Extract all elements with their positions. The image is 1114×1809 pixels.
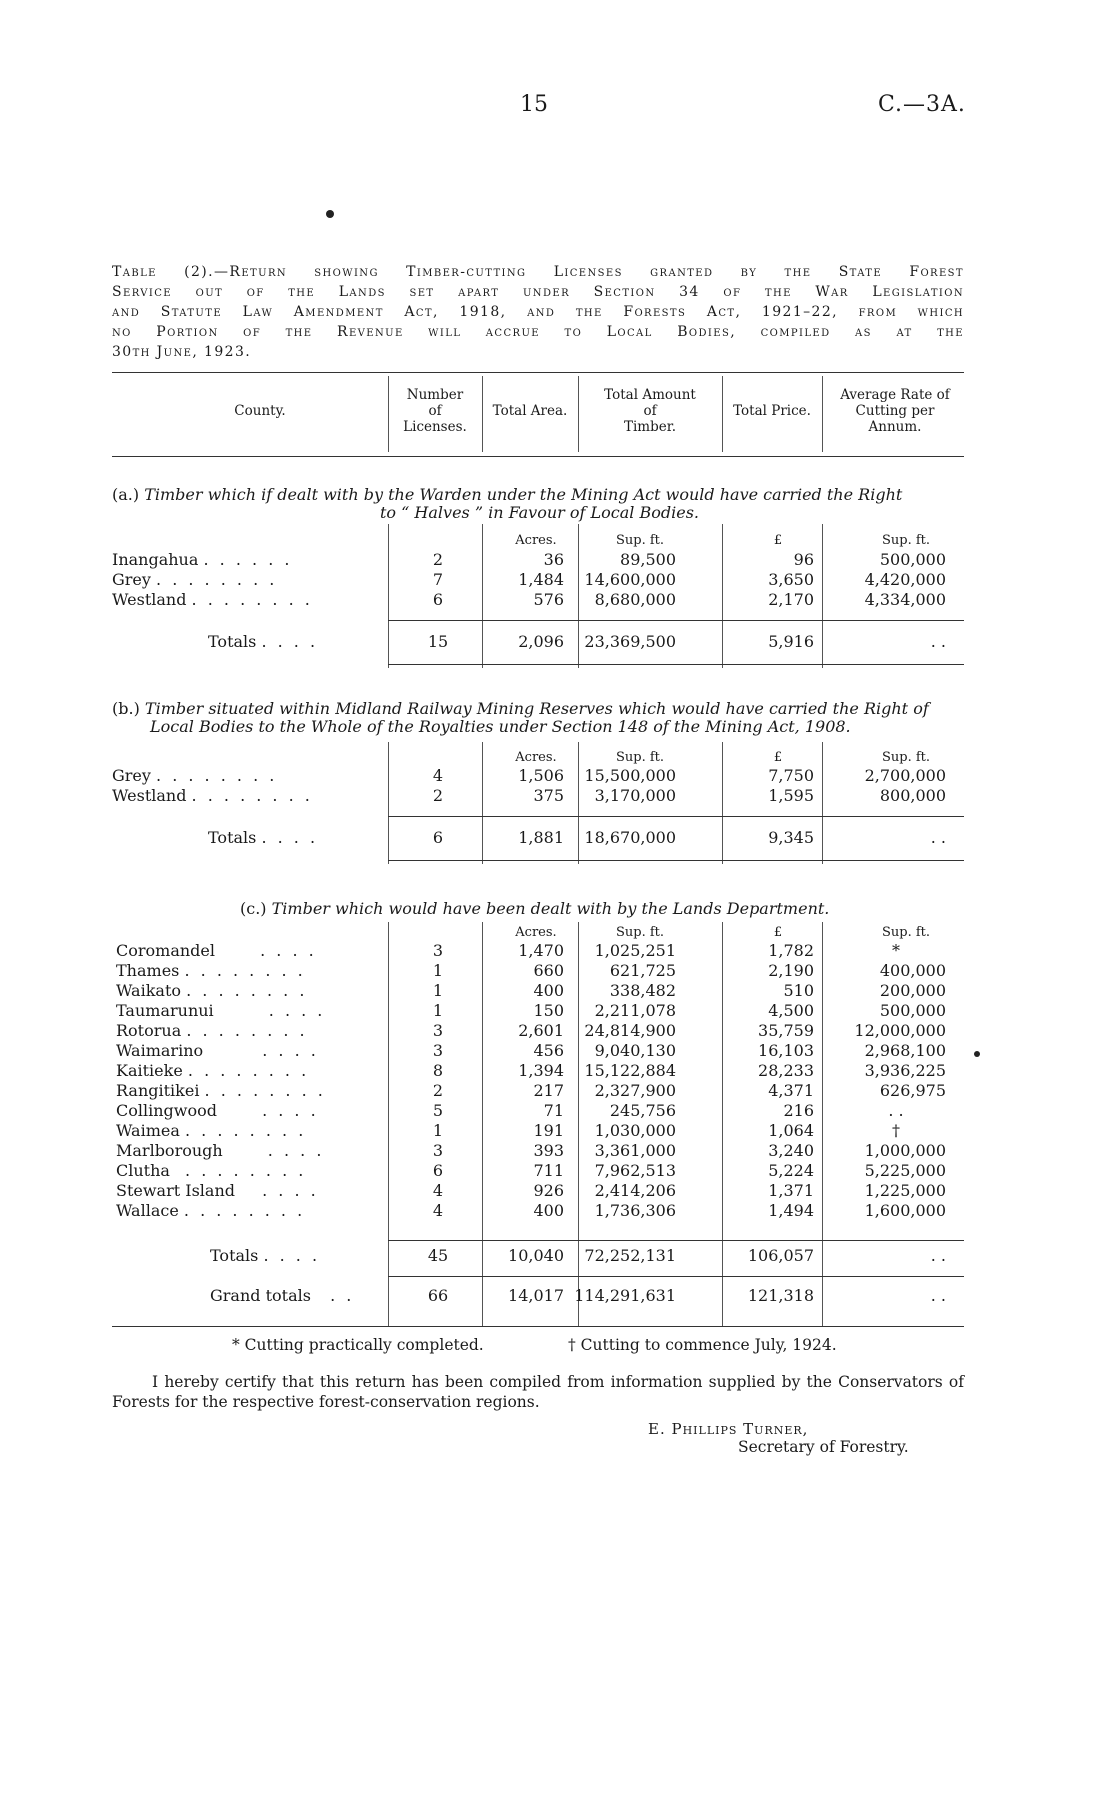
footnote-dagger: † Cutting to commence July, 1924. [568,1336,837,1354]
county-name: Grey . . . . . . . . [112,570,278,589]
price-value: 216 [783,1101,814,1120]
county-name: Rangitikei . . . . . . . . [116,1081,326,1100]
table-row [116,1061,964,1081]
timber-value: 14,600,000 [584,570,676,589]
table-row [116,1001,964,1021]
printing-mark [326,210,334,218]
unit-supft: Sup. ft. [615,533,665,548]
county-name: Coromandel . . . . [116,941,317,960]
timber-value: 338,482 [609,981,676,1000]
header-timber-line: Total Amount [604,387,696,403]
table-row [116,941,964,961]
price-value: 1,064 [768,1121,814,1140]
licenses-value: 8 [432,1061,444,1080]
price-grand-total: 121,318 [747,1286,814,1305]
price-value: 1,371 [768,1181,814,1200]
rate-total: . . [930,1246,946,1265]
timber-value: 24,814,900 [584,1021,676,1040]
timber-grand-total: 114,291,631 [574,1286,676,1305]
timber-value: 9,040,130 [594,1041,676,1060]
licenses-total: 45 [427,1246,449,1265]
table-title [112,262,964,362]
county-name: Wallace . . . . . . . . [116,1201,306,1220]
section-b-line1: Timber situated within Midland Railway Mining Reserves which would have carried the Right of [144,699,929,718]
licenses-value: 3 [432,1041,444,1060]
price-value: 28,233 [758,1061,814,1080]
header-divider [722,376,723,452]
table-row [116,981,964,1001]
table-row [116,1201,964,1221]
header-county: County. [234,403,286,419]
totals-rule [388,620,964,621]
rate-value: 4,334,000 [864,590,946,609]
header-rate-line: Annum. [868,419,922,435]
section-c-label: (c.) [240,899,267,918]
timber-value: 8,680,000 [594,590,676,609]
price-value: 2,190 [768,961,814,980]
rate-value: 5,225,000 [864,1161,946,1180]
price-value: 2,170 [768,590,814,609]
header-divider [482,376,483,452]
licenses-total: 15 [427,632,449,651]
area-value: 1,506 [518,766,564,785]
header-average-rate [826,387,964,435]
header-licenses [392,387,478,435]
licenses-value: 1 [432,1121,444,1140]
table-row [116,1181,964,1201]
totals-row [116,1246,964,1266]
signatory-title: Secretary of Forestry. [738,1438,909,1456]
county-name: Marlborough . . . . [116,1141,325,1160]
county-name: Westland . . . . . . . . [112,590,313,609]
timber-value: 15,122,884 [584,1061,676,1080]
licenses-value: 5 [432,1101,444,1120]
table-row [116,1021,964,1041]
licenses-value: 3 [432,941,444,960]
rate-grand-total: . . [930,1286,946,1305]
county-name: Clutha . . . . . . . . [116,1161,307,1180]
printing-mark-margin [974,1051,980,1057]
area-value: 456 [533,1041,564,1060]
timber-value: 1,030,000 [594,1121,676,1140]
table-row [116,1121,964,1141]
section-c-heading [240,900,964,918]
timber-value: 1,736,306 [594,1201,676,1220]
area-value: 71 [543,1101,564,1120]
table-row [116,1141,964,1161]
rate-value: 800,000 [879,786,946,805]
area-total: 2,096 [518,632,564,651]
document-reference: C.—3A. [878,92,966,117]
timber-value: 3,361,000 [594,1141,676,1160]
table-row [112,590,964,610]
county-name: Thames . . . . . . . . [116,961,306,980]
licenses-grand-total: 66 [427,1286,449,1305]
title-line: no Portion of the Revenue will accrue to Local Bodies, compiled as at the [112,324,964,340]
header-licenses-line: Licenses. [403,419,467,435]
price-value: 35,759 [758,1021,814,1040]
licenses-total: 6 [432,828,444,847]
totals-label: Totals . . . . [210,1246,321,1265]
header-licenses-line: of [428,403,442,419]
county-name: Westland . . . . . . . . [112,786,313,805]
county-name: Collingwood . . . . [116,1101,319,1120]
price-value: 5,224 [768,1161,814,1180]
section-end-rule [388,664,964,665]
rate-value: 4,420,000 [864,570,946,589]
footnote-star: * Cutting practically completed. [232,1336,484,1354]
price-value: 1,782 [768,941,814,960]
area-value: 191 [533,1121,564,1140]
unit-supft: Sup. ft. [615,750,665,765]
table-row [112,786,964,806]
licenses-value: 1 [432,1001,444,1020]
timber-total: 72,252,131 [584,1246,676,1265]
licenses-value: 6 [432,590,444,609]
page-number: 15 [520,92,548,117]
section-c-line1: Timber which would have been dealt with by the Lands Department. [271,899,830,918]
price-value: 96 [793,550,814,569]
area-value: 36 [543,550,564,569]
unit-supft: Sup. ft. [881,533,931,548]
area-value: 393 [533,1141,564,1160]
rate-value: 500,000 [879,1001,946,1020]
timber-total: 18,670,000 [584,828,676,847]
county-name: Waimarino . . . . [116,1041,319,1060]
section-b-label: (b.) [112,699,140,718]
rate-value: 200,000 [879,981,946,1000]
area-value: 400 [533,1201,564,1220]
timber-value: 89,500 [620,550,676,569]
licenses-value: 6 [432,1161,444,1180]
county-name: Waimea . . . . . . . . [116,1121,307,1140]
totals-label: Totals . . . . [208,828,319,847]
section-a-label: (a.) [112,485,140,504]
rate-value: 2,968,100 [864,1041,946,1060]
price-total: 5,916 [768,632,814,651]
licenses-value: 3 [432,1021,444,1040]
timber-value: 2,327,900 [594,1081,676,1100]
grand-totals-label: Grand totals . . [210,1286,355,1305]
title-line: Service out of the Lands set apart under Section 34 of the War Legislation [112,284,964,300]
price-value: 3,650 [768,570,814,589]
header-total-price: Total Price. [733,403,811,419]
area-total: 10,040 [508,1246,564,1265]
price-value: 16,103 [758,1041,814,1060]
timber-value: 245,756 [609,1101,676,1120]
rate-value: . . [888,1101,904,1120]
area-total: 1,881 [518,828,564,847]
rate-value: 1,225,000 [864,1181,946,1200]
table-row [116,1101,964,1121]
section-b-heading [112,700,964,736]
county-name: Taumarunui . . . . [116,1001,326,1020]
header-licenses-line: Number [406,387,464,403]
header-bottom-rule [112,456,964,457]
county-name: Stewart Island . . . . [116,1181,319,1200]
timber-total: 23,369,500 [584,632,676,651]
area-value: 576 [533,590,564,609]
rate-value: 12,000,000 [854,1021,946,1040]
title-line: and Statute Law Amendment Act, 1918, and the Forests Act, 1921–22, from which [112,304,964,320]
rate-value: 400,000 [879,961,946,980]
area-value: 1,470 [518,941,564,960]
rate-value: 1,000,000 [864,1141,946,1160]
county-name: Grey . . . . . . . . [112,766,278,785]
licenses-value: 1 [432,961,444,980]
rate-value: 1,600,000 [864,1201,946,1220]
area-value: 217 [533,1081,564,1100]
price-total: 106,057 [747,1246,814,1265]
totals-row [112,632,964,652]
unit-acres: Acres. [515,925,557,940]
licenses-value: 3 [432,1141,444,1160]
title-line: Table (2).—Return showing Timber-cutting Licenses granted by the State Forest [112,264,964,280]
totals-rule [388,816,964,817]
rate-total: . . [930,632,946,651]
rate-value: 626,975 [879,1081,946,1100]
header-divider [578,376,579,452]
timber-value: 7,962,513 [594,1161,676,1180]
section-a-line2: to “ Halves ” in Favour of Local Bodies. [380,503,699,522]
area-value: 1,484 [518,570,564,589]
rate-value: 3,936,225 [864,1061,946,1080]
signatory-name: E. Phillips Turner, [648,1420,809,1438]
timber-value: 2,211,078 [594,1001,676,1020]
price-value: 4,500 [768,1001,814,1020]
timber-value: 621,725 [609,961,676,980]
unit-pound: £ [773,925,783,940]
unit-supft: Sup. ft. [615,925,665,940]
price-value: 510 [783,981,814,1000]
certification-text: I hereby certify that this return has been compiled from information supplied by the Conservators of Forests for the respective forest-conservation regions. [112,1373,964,1411]
section-a-line1: Timber which if dealt with by the Warden under the Mining Act would have carried the Right [144,485,903,504]
rate-value: * [892,941,900,960]
table-row [116,1041,964,1061]
area-value: 375 [533,786,564,805]
timber-value: 15,500,000 [584,766,676,785]
licenses-value: 7 [432,570,444,589]
section-a-heading [112,486,964,522]
area-grand-total: 14,017 [508,1286,564,1305]
header-divider [822,376,823,452]
table-row [112,766,964,786]
header-top-rule [112,372,964,373]
table-row [112,570,964,590]
unit-supft: Sup. ft. [881,750,931,765]
area-value: 711 [533,1161,564,1180]
county-name: Kaitieke . . . . . . . . [116,1061,310,1080]
area-value: 400 [533,981,564,1000]
table-bottom-rule [112,1326,964,1327]
section-b-line2: Local Bodies to the Whole of the Royalties under Section 148 of the Mining Act, 1908. [150,717,851,736]
county-name: Waikato . . . . . . . . [116,981,308,1000]
table-row [116,1161,964,1181]
county-name: Rotorua . . . . . . . . [116,1021,308,1040]
unit-supft: Sup. ft. [881,925,931,940]
area-value: 2,601 [518,1021,564,1040]
price-total: 9,345 [768,828,814,847]
area-value: 1,394 [518,1061,564,1080]
licenses-value: 4 [432,1201,444,1220]
unit-acres: Acres. [515,750,557,765]
header-timber-line: of [643,403,657,419]
rate-total: . . [930,828,946,847]
price-value: 4,371 [768,1081,814,1100]
table-row [116,1081,964,1101]
rate-value: 2,700,000 [864,766,946,785]
table-row [112,550,964,570]
totals-rule [388,1240,964,1241]
header-total-timber [580,387,720,435]
header-rate-line: Average Rate of [840,387,950,403]
totals-label: Totals . . . . [208,632,319,651]
unit-acres: Acres. [515,533,557,548]
price-value: 1,494 [768,1201,814,1220]
licenses-value: 4 [432,1181,444,1200]
unit-pound: £ [773,750,783,765]
timber-value: 1,025,251 [594,941,676,960]
section-end-rule [388,860,964,861]
area-value: 926 [533,1181,564,1200]
timber-value: 3,170,000 [594,786,676,805]
licenses-value: 2 [432,550,444,569]
header-divider [388,376,389,452]
header-rate-line: Cutting per [855,403,935,419]
header-timber-line: Timber. [623,419,677,435]
header-total-area: Total Area. [492,403,568,419]
price-value: 7,750 [768,766,814,785]
unit-pound: £ [773,533,783,548]
area-value: 150 [533,1001,564,1020]
timber-value: 2,414,206 [594,1181,676,1200]
area-value: 660 [533,961,564,980]
grand-totals-row [116,1286,964,1306]
county-name: Inangahua . . . . . . [112,550,293,569]
price-value: 3,240 [768,1141,814,1160]
licenses-value: 1 [432,981,444,1000]
table-row [116,961,964,981]
price-value: 1,595 [768,786,814,805]
rate-value: 500,000 [879,550,946,569]
rate-value: † [892,1121,900,1140]
totals-rule [388,1276,964,1277]
licenses-value: 2 [432,1081,444,1100]
licenses-value: 4 [432,766,444,785]
title-line: 30th June, 1923. [112,344,252,360]
totals-row [112,828,964,848]
licenses-value: 2 [432,786,444,805]
